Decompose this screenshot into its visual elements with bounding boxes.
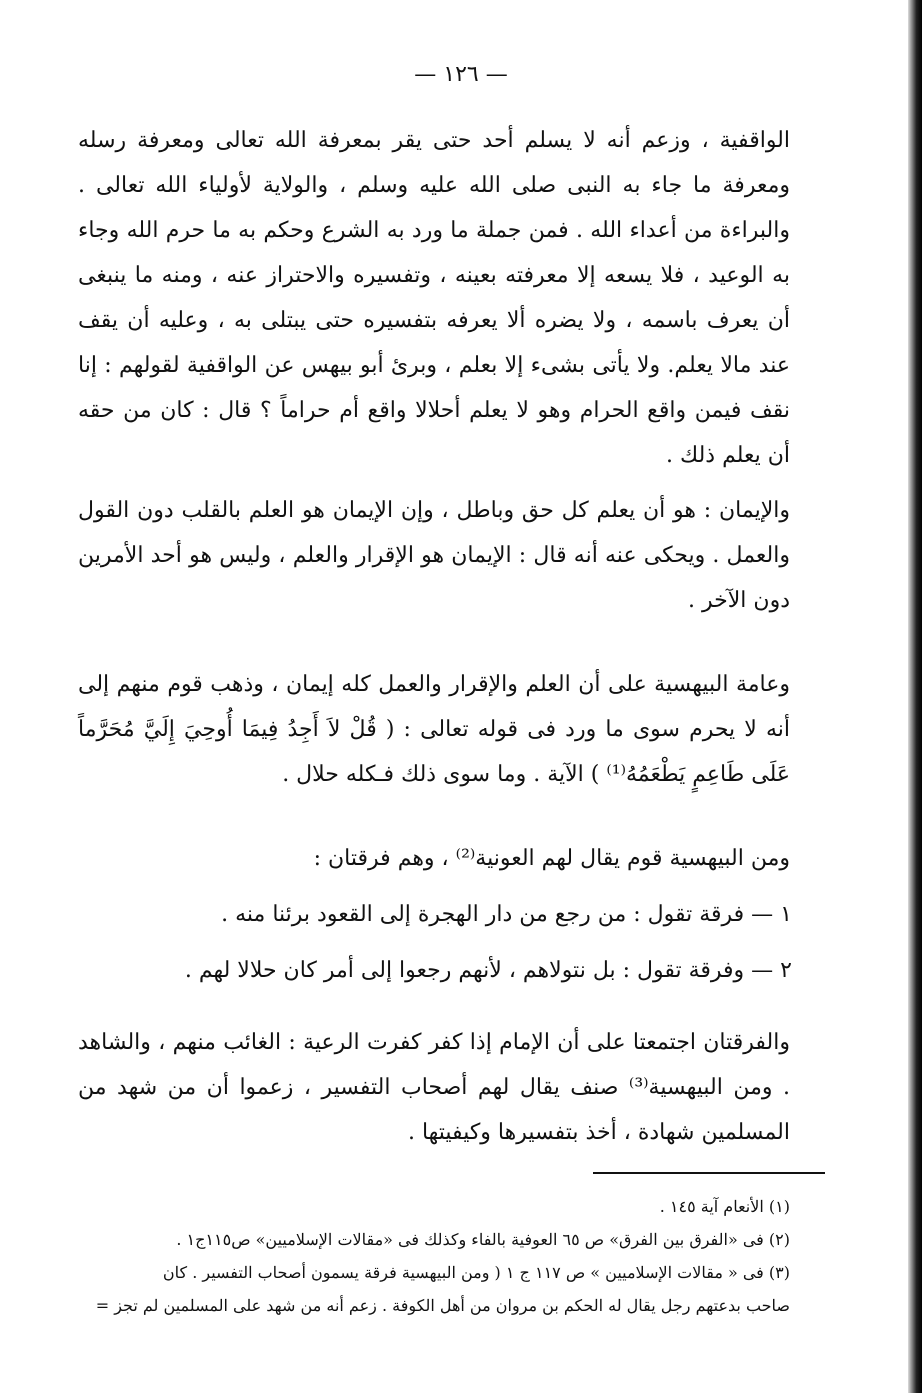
footnote-1: (١) الأنعام آية ١٤٥ . [659, 1197, 790, 1216]
list-item-2: ٢ — وفرقة تقول : بل نتولاهم ، لأنهم رجعوا إلى أمر كان حلالا لهم . [184, 958, 792, 983]
paragraph-text: الواقفية ، وزعم أنه لا يسلم أحد حتى يقر بمعرفة الله تعالى ومعرفة رسله ومعرفة ما جاء به النبى صلى الله عليه وسلم ، والولاية لأولياء الله تعالى . والبراءة من أعداء الله . فمن جملة ما ورد به الشرع وحكم به ما حرم الله وجاء به الوعيد ، فلا يسعه إلا معرفته بعينه ، وتفسيره والاحتراز عنه ، ومنه ما ينبغى أن يعرف باسمه ، ولا يضره ألا يعرفه بتفسيره حتى يبتلى به ، وعليه أن يقف عند مالا يعلم. ولا يأتى بشىء إلا بعلم ، وبرئ أبو بيهس عن الواقفية لقولهم : إنا نقف فيمن واقع الحرام وهو لا يعلم أحلالا واقع أم حراماً ؟ قال : كان من حقه أن يعلم ذلك . [78, 128, 790, 468]
footnote-3-continued: صاحب بدعتهم رجل يقال له الحكم بن مروان من أهل الكوفة . زعم أنه من شهد على المسلمين لم تجز = [95, 1296, 790, 1315]
footnote-divider [593, 1172, 825, 1174]
footnote-3: (٣) فى « مقالات الإسلاميين » ص ١١٧ ج ١ ( ومن البيهسية فرقة يسمون أصحاب التفسير . كان [162, 1263, 790, 1282]
paragraph-bayhasiya [78, 662, 790, 797]
book-spine-shadow [908, 0, 922, 1393]
footnote-2: (٢) فى «الفرق بين الفرق» ص ٦٥ العوفية بالفاء وكذلك فى «مقالات الإسلاميين» ص١١٥ج١ . [176, 1230, 790, 1249]
paragraph-text: وعامة البيهسية على أن العلم والإقرار والعمل كله إيمان ، وذهب قوم منهم إلى أنه لا يحرم سوى ما ورد فى قوله تعالى : ( قُلْ لاَ أَجِدُ فِيمَا أُوحِيَ إِلَيَّ مُحَرَّماً عَلَى طَاعِمٍ يَطْعَمُهُ⁽¹⁾ ) الآية . وما سوى ذلك فـكله حلال . [78, 672, 790, 787]
paragraph-waqifiya [78, 118, 790, 478]
paragraph-text: ومن البيهسية قوم يقال لهم العونية⁽²⁾ ، وهم فرقتان : [313, 846, 790, 871]
paragraph-text: والفرقتان اجتمعتا على أن الإمام إذا كفر كفرت الرعية : الغائب منهم ، والشاهد . ومن البيهسية⁽³⁾ صنف يقال لهم أصحاب التفسير ، زعموا أن من شهد من المسلمين شهادة ، أخذ بتفسيرها وكيفيتها . [78, 1030, 790, 1145]
list-item-1: ١ — فرقة تقول : من رجع من دار الهجرة إلى القعود برئنا منه . [221, 902, 792, 927]
footnotes [80, 1190, 790, 1322]
page-number: — ١٢٦ — [414, 62, 508, 87]
paragraph-text: والإيمان : هو أن يعلم كل حق وباطل ، وإن الإيمان هو العلم بالقلب دون القول والعمل . ويحكى عنه أنه قال : الإيمان هو الإقرار والعلم ، وليس هو أحد الأمرين دون الآخر . [78, 498, 790, 613]
paragraph-tafsir [78, 1020, 790, 1155]
paragraph-iman [78, 488, 790, 623]
paragraph-awniya [78, 836, 790, 881]
